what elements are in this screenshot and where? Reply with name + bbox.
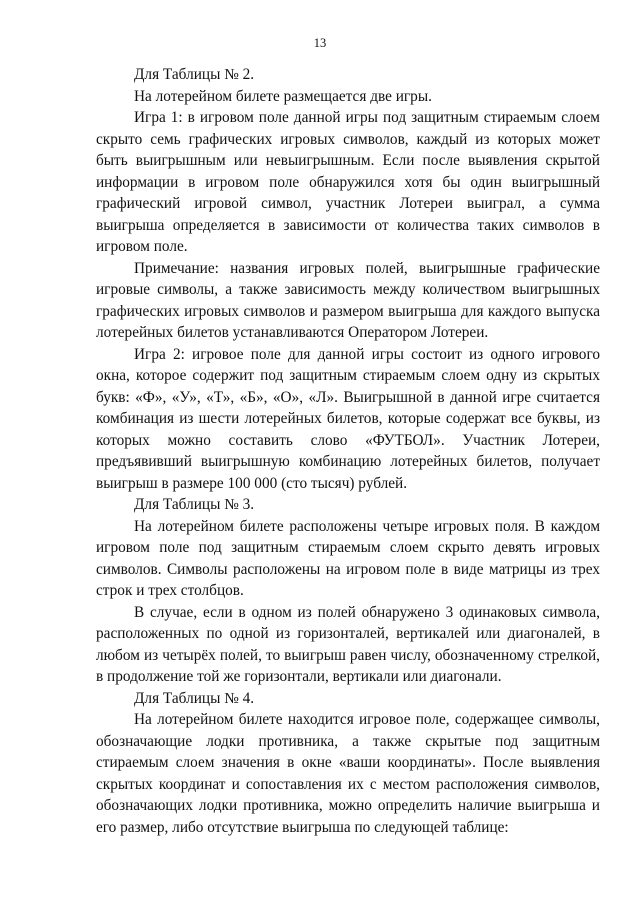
page-number: 13	[313, 36, 327, 50]
paragraph-three-symbols: В случае, если в одном из полей обнаружено 3 одинаковых символа, расположенных по одной из горизонталей, вертикалей или диагоналей, в любом из четырёх полей, то выигрыш равен числу, обозначенному стрелкой, в продолжение той же горизонтали, вертикали или диагонали.	[96, 603, 600, 685]
paragraph-game-2: Игра 2: игровое поле для данной игры состоит из одного игрового окна, которое содержит под защитным стираемым слоем одну из скрытых букв: «Ф», «У», «Т», «Б», «О», «Л». Выигрышной в данной игре считается комбинация из шести лотерейных билетов, которые содержат все буквы, из которых можно составить слово «ФУТБОЛ». Участник Лотереи, предъявивший выигрышную комбинацию лотерейных билетов, получает выигрыш в размере 100 000 (сто тысяч) рублей.	[96, 345, 600, 492]
section-heading-table-4: Для Таблицы № 4.	[134, 689, 255, 707]
document-body	[96, 64, 600, 838]
paragraph-note: Примечание: названия игровых полей, выигрышные графические игровые символы, а также зависимость между количеством выигрышных графических игровых символов и размером выигрыша для каждого выпуска лотерейных билетов устанавливаются Оператором Лотереи.	[96, 259, 600, 341]
paragraph-four-fields: На лотерейном билете расположены четыре игровых поля. В каждом игровом поле под защитным стираемым слоем скрыто девять игровых символов. Символы расположены на игровом поле в виде матрицы из трех строк и трех столбцов.	[96, 517, 600, 599]
section-heading-table-2: Для Таблицы № 2.	[134, 66, 255, 83]
paragraph-boats: На лотерейном билете находится игровое поле, содержащее символы, обозначающие лодки противника, а также скрытые под защитным стираемым слоем значения в окне «ваши координаты». После выявления скрытых координат и сопоставления их с местом расположения символов, обозначающих лодки противника, можно определить наличие выигрыша и его размер, либо отсутствие выигрыша по следующей таблице:	[96, 711, 600, 836]
section-heading-table-3: Для Таблицы № 3.	[134, 496, 255, 513]
paragraph-game-1: Игра 1: в игровом поле данной игры под защитным стираемым слоем скрыто семь графических игровых символов, каждый из которых может быть выигрышным или невыигрышным. Если после выявления скрытой информации в игровом поле обнаружился хотя бы один выигрышный графический игровой символ, участник Лотереи выиграл, а сумма выигрыша определяется в зависимости от количества таких символов в игровом поле.	[96, 109, 600, 255]
paragraph-two-games: На лотерейном билете размещается две игры.	[134, 87, 432, 105]
